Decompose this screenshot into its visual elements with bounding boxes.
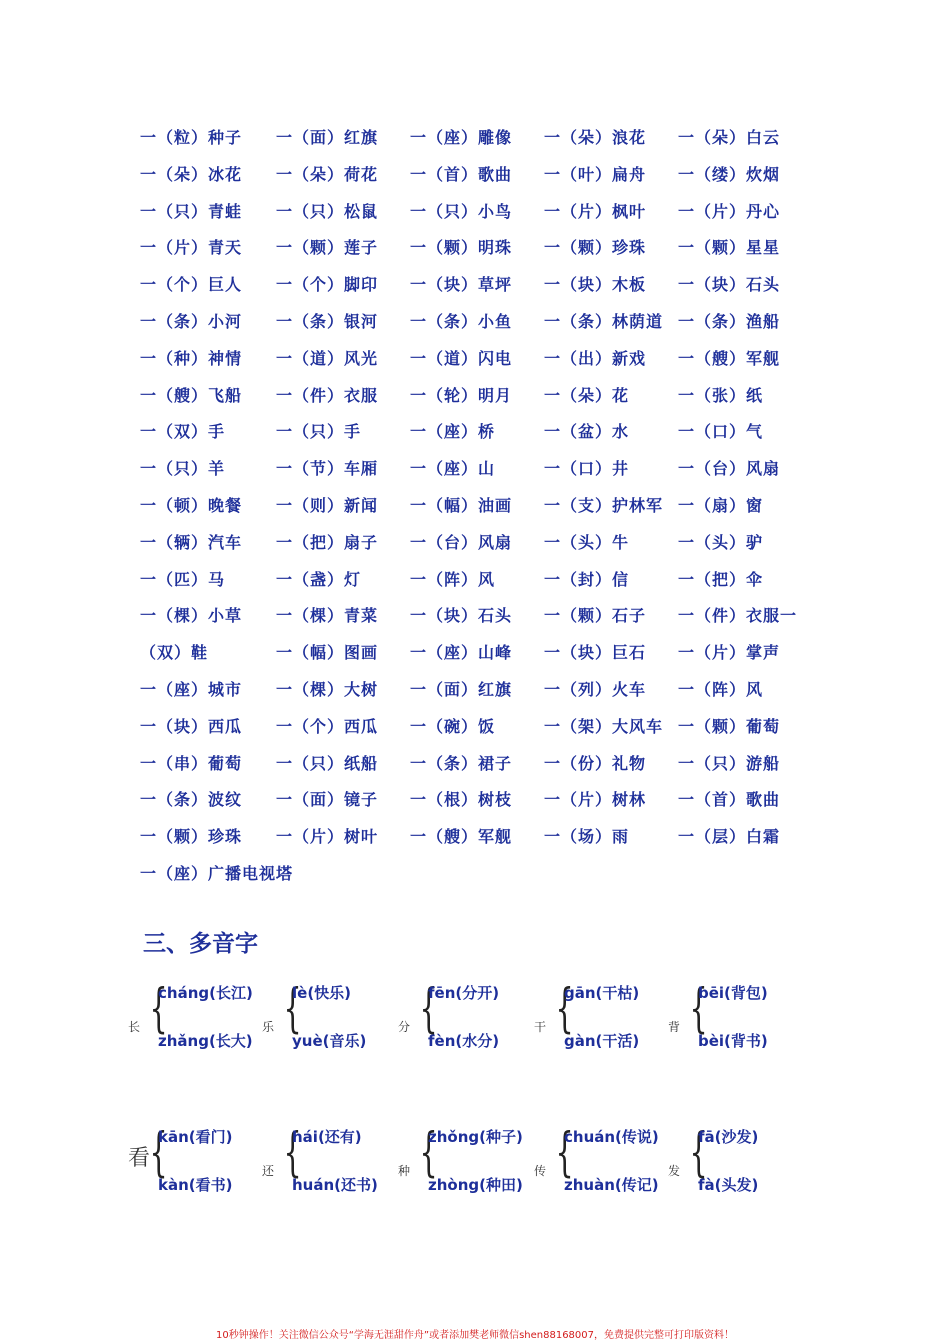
measure-word-item: 一（把）扇子	[276, 532, 379, 552]
measure-word-item: 一（盏）灯	[276, 569, 362, 589]
polyphonic-char: 背	[668, 1020, 681, 1034]
measure-word-item: 一（棵）小草	[140, 606, 243, 626]
measure-word-item: 一（面）镜子	[276, 790, 379, 810]
measure-word-item: 一（首）歌曲	[410, 164, 513, 184]
measure-word-item: 一（片）树叶	[276, 827, 379, 847]
measure-word-item: 一（朵）白云	[678, 128, 781, 147]
measure-word-item: 一（条）小河	[140, 311, 243, 331]
measure-word-item: 一（根）树枝	[410, 790, 513, 810]
measure-word-row	[140, 527, 820, 564]
measure-word-item: 一（列）火车	[544, 679, 647, 699]
measure-word-item: 一（块）石头	[410, 606, 513, 626]
measure-word-item: 一（只）青蛙	[140, 201, 243, 221]
pinyin-reading: kān(看门)	[158, 1128, 233, 1146]
measure-word-row	[140, 196, 820, 233]
measure-word-row	[140, 490, 820, 527]
measure-word-item: 一（盆）水	[544, 422, 630, 442]
measure-word-row	[140, 674, 820, 711]
measure-word-item: 一（架）大风车	[544, 716, 664, 736]
measure-word-item: 一（道）风光	[276, 348, 379, 368]
measure-word-item: 一（座）山	[410, 459, 496, 479]
polyphonic-char: 发	[668, 1164, 681, 1178]
measure-word-item: 一（座）雕像	[410, 128, 513, 147]
measure-word-item: 一（座）桥	[410, 422, 496, 442]
measure-word-item: 一（颗）莲子	[276, 238, 379, 258]
measure-word-item: 一（棵）大树	[276, 679, 379, 699]
measure-word-item: 一（口）井	[544, 459, 630, 479]
polyphonic-char: 看	[128, 1146, 151, 1171]
measure-word-item: 一（颗）珍珠	[544, 238, 647, 258]
footer-notice: 10秒钟操作！关注微信公众号“学海无涯甜作舟”或者添加樊老师微信shen88168007，免费提供完整可打印版资料！	[215, 1330, 735, 1341]
measure-word-item: 一（缕）炊烟	[678, 164, 781, 184]
measure-word-item: 一（块）巨石	[544, 643, 647, 663]
measure-word-item: 一（个）脚印	[276, 275, 379, 295]
polyphonic-group	[534, 980, 664, 1054]
polyphonic-group	[262, 1124, 392, 1198]
measure-word-item: 一（条）林荫道	[544, 311, 664, 331]
measure-word-item: 一（颗）明珠	[410, 238, 513, 258]
measure-word-item: 一（块）木板	[544, 275, 647, 295]
curly-brace-icon: {	[149, 979, 168, 1039]
measure-word-item: 一（片）掌声	[678, 643, 781, 663]
measure-word-item: 一（口）气	[678, 422, 764, 442]
polyphonic-group	[398, 1124, 528, 1198]
measure-word-item: 一（个）巨人	[140, 275, 243, 295]
measure-word-item: 一（艘）军舰	[678, 348, 781, 368]
polyphonic-char: 传	[534, 1164, 547, 1178]
pinyin-reading: bēi(背包)	[698, 984, 768, 1002]
measure-word-item: 一（颗）石子	[544, 606, 647, 626]
pinyin-reading: huán(还书)	[292, 1176, 378, 1194]
measure-word-item: 一（封）信	[544, 569, 630, 589]
polyphonic-char: 种	[398, 1164, 411, 1178]
measure-word-row	[140, 232, 820, 269]
measure-word-item: 一（层）白霜	[678, 827, 781, 847]
measure-word-item: 一（块）西瓜	[140, 716, 243, 736]
curly-brace-icon: {	[283, 1123, 302, 1183]
curly-brace-icon: {	[689, 1123, 708, 1183]
measure-word-item: 一（颗）星星	[678, 238, 781, 258]
measure-word-item: 一（块）草坪	[410, 275, 513, 295]
measure-word-row	[140, 858, 820, 895]
measure-word-item: 一（个）西瓜	[276, 716, 379, 736]
pinyin-reading: fēn(分开)	[428, 984, 500, 1002]
measure-word-item: 一（阵）风	[678, 679, 764, 699]
measure-word-item: 一（颗）珍珠	[140, 827, 243, 847]
measure-word-item: 一（叶）扁舟	[544, 164, 647, 184]
polyphonic-group	[668, 1124, 798, 1198]
measure-word-row	[140, 784, 820, 821]
measure-word-item: 一（片）树林	[544, 790, 647, 810]
measure-word-item: 一（块）石头	[678, 275, 781, 295]
measure-word-item: 一（只）手	[276, 422, 362, 442]
curly-brace-icon: {	[419, 979, 438, 1039]
measure-word-item: 一（份）礼物	[544, 753, 647, 773]
measure-word-item: 一（节）车厢	[276, 459, 379, 479]
polyphonic-group	[398, 980, 528, 1054]
measure-word-item: 一（只）松鼠	[276, 201, 379, 221]
pinyin-reading: bèi(背书)	[698, 1032, 768, 1050]
polyphonic-group	[262, 980, 392, 1054]
measure-word-row	[140, 711, 820, 748]
pinyin-reading: fā(沙发)	[698, 1128, 759, 1146]
measure-word-item: 一（扇）窗	[678, 495, 764, 515]
measure-word-item: 一（把）伞	[678, 569, 764, 589]
measure-word-item: 一（碗）饭	[410, 716, 496, 736]
measure-word-item: 一（片）枫叶	[544, 201, 647, 221]
curly-brace-icon: {	[419, 1123, 438, 1183]
measure-word-row	[140, 600, 820, 637]
measure-word-item: 一（双）手	[140, 422, 226, 442]
pinyin-reading: zhòng(种田)	[428, 1176, 523, 1194]
pinyin-reading: yuè(音乐)	[292, 1032, 367, 1050]
measure-word-item: 一（台）风扇	[678, 459, 781, 479]
polyphonic-char: 分	[398, 1020, 411, 1034]
measure-word-item: 一（首）歌曲	[678, 790, 781, 810]
measure-word-row	[140, 343, 820, 380]
measure-word-item: 一（件）衣服	[276, 385, 379, 405]
measure-word-item: 一（条）渔船	[678, 311, 781, 331]
pinyin-reading: chuán(传说)	[564, 1128, 659, 1146]
measure-word-item: 一（顿）晚餐	[140, 495, 243, 515]
measure-word-item: 一（条）波纹	[140, 790, 243, 810]
measure-word-item: 一（粒）种子	[140, 128, 243, 147]
polyphonic-char: 干	[534, 1020, 547, 1034]
pinyin-reading: zhǒng(种子)	[428, 1128, 523, 1146]
curly-brace-icon: {	[555, 979, 574, 1039]
pinyin-reading: cháng(长江)	[158, 984, 253, 1002]
polyphonic-char: 乐	[262, 1020, 275, 1034]
measure-word-item: 一（阵）风	[410, 569, 496, 589]
measure-word-item: 一（幅）油画	[410, 495, 513, 515]
measure-word-item: 一（只）小鸟	[410, 201, 513, 221]
measure-word-item: 一（只）纸船	[276, 753, 379, 773]
curly-brace-icon: {	[149, 1123, 168, 1183]
pinyin-reading: gān(干枯)	[564, 984, 640, 1002]
measure-word-row	[140, 453, 820, 490]
measure-word-item: 一（条）银河	[276, 311, 379, 331]
polyphonic-group	[128, 980, 258, 1054]
measure-word-item: 一（只）游船	[678, 753, 781, 773]
measure-word-row	[140, 637, 820, 674]
measure-word-item: 一（朵）荷花	[276, 164, 379, 184]
pinyin-reading: lè(快乐)	[292, 984, 352, 1002]
measure-word-item: 一（支）护林军	[544, 495, 664, 515]
measure-word-row	[140, 821, 820, 858]
measure-word-item: 一（辆）汽车	[140, 532, 243, 552]
measure-word-item: 一（台）风扇	[410, 532, 513, 552]
measure-word-item: 一（座）广播电视塔	[140, 863, 294, 883]
measure-word-item: 一（艘）飞船	[140, 385, 243, 405]
measure-word-item: 一（幅）图画	[276, 643, 379, 663]
measure-word-item: 一（片）青天	[140, 238, 243, 258]
curly-brace-icon: {	[283, 979, 302, 1039]
measure-word-item: 一（出）新戏	[544, 348, 647, 368]
polyphonic-group	[668, 980, 798, 1054]
measure-word-row	[140, 748, 820, 785]
measure-word-row	[140, 564, 820, 601]
polyphonic-char: 长	[128, 1020, 141, 1034]
measure-word-row	[140, 380, 820, 417]
measure-word-item: （双）鞋	[140, 643, 209, 663]
curly-brace-icon: {	[689, 979, 708, 1039]
measure-word-item: 一（座）山峰	[410, 643, 513, 663]
pinyin-reading: zhǎng(长大)	[158, 1032, 253, 1050]
pinyin-reading: hái(还有)	[292, 1128, 362, 1146]
measure-word-item: 一（颗）葡萄	[678, 716, 781, 736]
measure-word-item: 一（朵）花	[544, 385, 630, 405]
measure-word-item: 一（头）牛	[544, 532, 630, 552]
measure-word-row	[140, 269, 820, 306]
pinyin-reading: fà(头发)	[698, 1176, 759, 1194]
measure-word-item: 一（场）雨	[544, 827, 630, 847]
measure-word-grid	[140, 122, 820, 895]
measure-word-item: 一（棵）青菜	[276, 606, 379, 626]
measure-word-item: 一（面）红旗	[410, 679, 513, 699]
measure-word-item: 一（艘）军舰	[410, 827, 513, 847]
measure-word-item: 一（匹）马	[140, 569, 226, 589]
measure-word-row	[140, 416, 820, 453]
measure-word-item: 一（朵）浪花	[544, 128, 647, 147]
measure-word-item: 一（片）丹心	[678, 201, 781, 221]
polyphonic-char: 还	[262, 1164, 275, 1178]
measure-word-item: 一（张）纸	[678, 385, 764, 405]
pinyin-reading: zhuàn(传记)	[564, 1176, 659, 1194]
measure-word-item: 一（座）城市	[140, 679, 243, 699]
measure-word-item: 一（种）神情	[140, 348, 243, 368]
measure-word-item: 一（面）红旗	[276, 128, 379, 147]
pinyin-reading: kàn(看书)	[158, 1176, 233, 1194]
measure-word-item: 一（只）羊	[140, 459, 226, 479]
section-heading-polyphonic: 三、多音字	[143, 931, 258, 957]
measure-word-item: 一（头）驴	[678, 532, 764, 552]
measure-word-item: 一（道）闪电	[410, 348, 513, 368]
measure-word-item: 一（则）新闻	[276, 495, 379, 515]
polyphonic-group	[534, 1124, 664, 1198]
measure-word-row	[140, 122, 820, 159]
measure-word-item: 一（轮）明月	[410, 385, 513, 405]
measure-word-row	[140, 306, 820, 343]
polyphonic-group	[128, 1124, 258, 1198]
curly-brace-icon: {	[555, 1123, 574, 1183]
measure-word-item: 一（朵）冰花	[140, 164, 243, 184]
pinyin-reading: gàn(干活)	[564, 1032, 640, 1050]
pinyin-reading: fèn(水分)	[428, 1032, 500, 1050]
measure-word-row	[140, 159, 820, 196]
measure-word-item: 一（条）裙子	[410, 753, 513, 773]
measure-word-item: 一（条）小鱼	[410, 311, 513, 331]
measure-word-item: 一（件）衣服一	[678, 606, 798, 626]
measure-word-item: 一（串）葡萄	[140, 753, 243, 773]
